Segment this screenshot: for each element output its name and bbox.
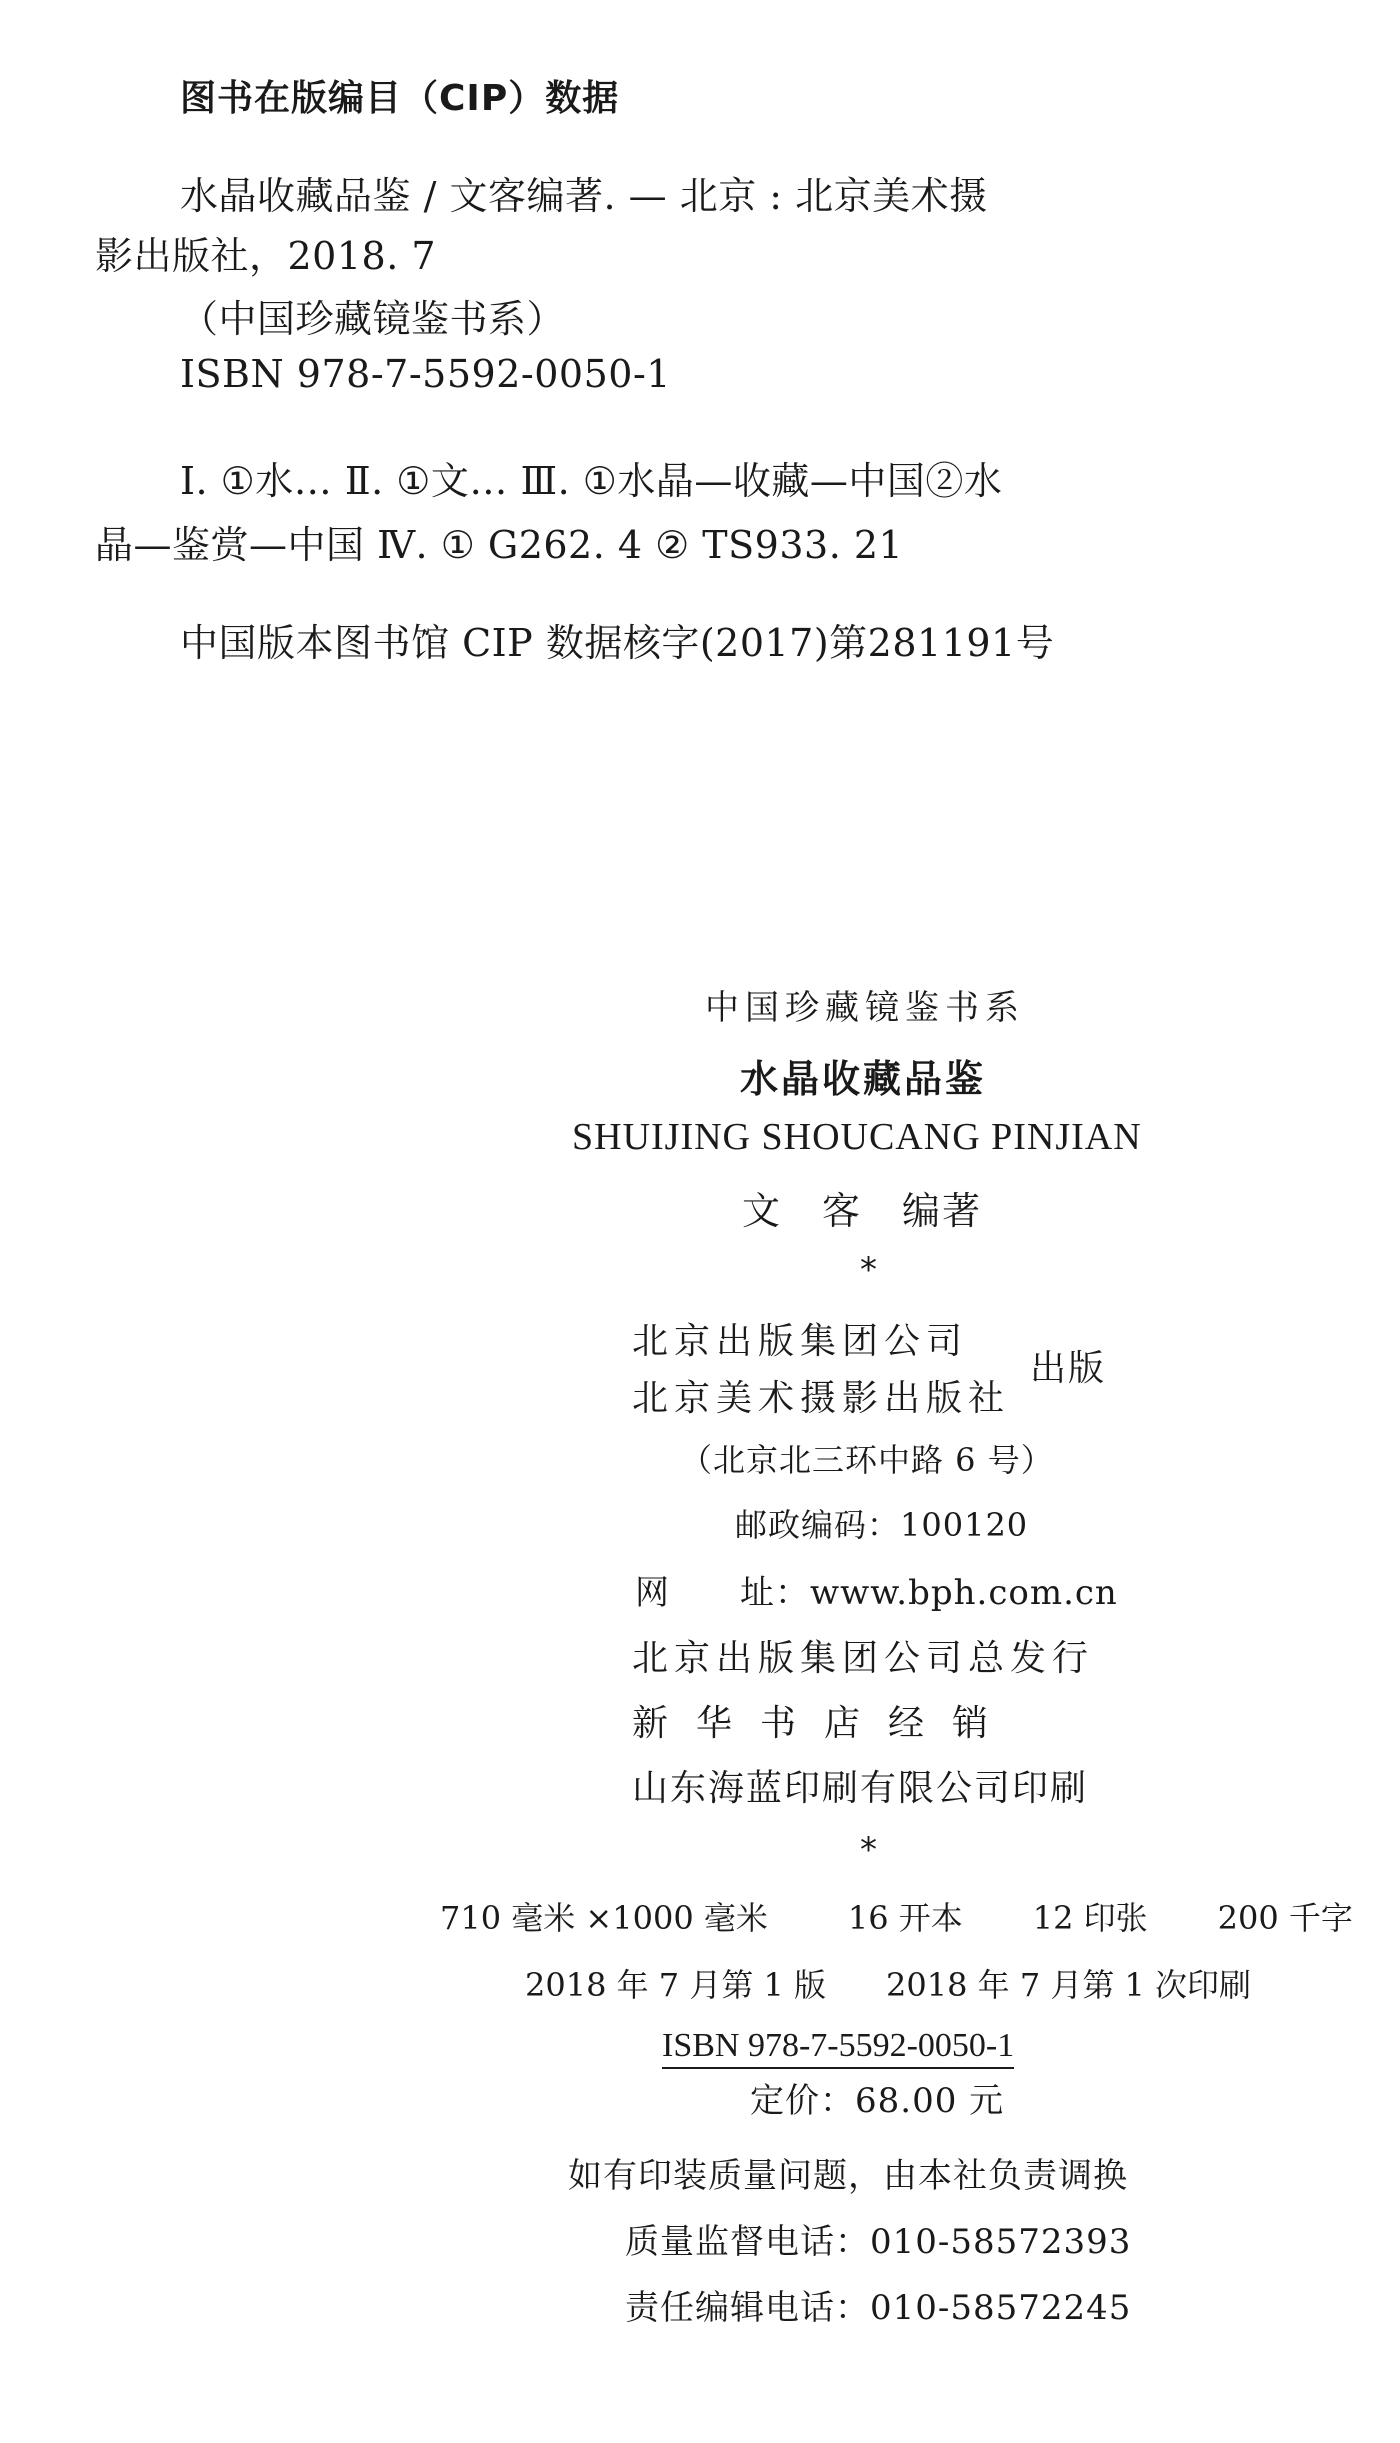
distributor-sales: 新华书店经销	[632, 1703, 1017, 1744]
edition-line	[525, 1960, 1251, 2006]
cip-isbn: ISBN 978-7-5592-0050-1	[180, 352, 671, 396]
spec-kai: 16 开本	[847, 1899, 963, 1937]
spec-words: 200 千字	[1217, 1899, 1353, 1937]
quality-notice: 如有印装质量问题，由本社负责调换	[568, 2156, 1128, 2196]
quality-phone: 质量监督电话：010-58572393	[625, 2222, 1132, 2262]
spec-line	[440, 1893, 1353, 1939]
postcode: 邮政编码：100120	[735, 1506, 1029, 1544]
separator-star-2: *	[860, 1830, 877, 1870]
cip-subject-line-2: 晶—鉴赏—中国 Ⅳ. ① G262. 4 ② TS933. 21	[95, 523, 904, 567]
colophon-series: 中国珍藏镜鉴书系	[705, 988, 1025, 1028]
colophon-title-pinyin: SHUIJING SHOUCANG PINJIAN	[572, 1116, 1142, 1158]
editor-phone: 责任编辑电话：010-58572245	[625, 2288, 1132, 2328]
printer: 山东海蓝印刷有限公司印刷	[632, 1768, 1089, 1809]
separator-star-1: *	[860, 1250, 877, 1290]
cip-subject-line-1: Ⅰ. ①水… Ⅱ. ①文… Ⅲ. ①水晶—收藏—中国②水	[180, 459, 1003, 503]
cip-heading: 图书在版编目（CIP）数据	[180, 78, 620, 119]
price: 定价：68.00 元	[750, 2081, 1005, 2121]
website-label: 网 址：	[635, 1573, 810, 1613]
spec-sheets: 12 印张	[1032, 1899, 1148, 1937]
website-line	[635, 1565, 1118, 1614]
publisher-press: 北京美术摄影出版社	[632, 1378, 1011, 1419]
colophon-title: 水晶收藏品鉴	[740, 1057, 987, 1101]
edition: 2018 年 7 月第 1 版	[525, 1966, 827, 2004]
colophon-author: 文 客 编著	[742, 1189, 983, 1233]
cip-title-line-1: 水晶收藏品鉴 / 文客编著. — 北京 : 北京美术摄	[180, 174, 988, 218]
publisher-address: （北京北三环中路 6 号）	[680, 1441, 1054, 1479]
website-url: www.bph.com.cn	[810, 1573, 1118, 1613]
cip-library-record: 中国版本图书馆 CIP 数据核字(2017)第281191号	[180, 621, 1055, 665]
publish-label: 出版	[1030, 1348, 1107, 1389]
distributor-general: 北京出版集团公司总发行	[632, 1638, 1095, 1679]
spec-format: 710 毫米 ×1000 毫米	[440, 1899, 768, 1937]
colophon-isbn: ISBN 978-7-5592-0050-1	[662, 2027, 1014, 2069]
cip-series-note: （中国珍藏镜鉴书系）	[180, 297, 566, 341]
publisher-group: 北京出版集团公司	[632, 1321, 969, 1362]
cip-title-line-2: 影出版社，2018. 7	[95, 234, 437, 278]
printing: 2018 年 7 月第 1 次印刷	[886, 1966, 1252, 2004]
